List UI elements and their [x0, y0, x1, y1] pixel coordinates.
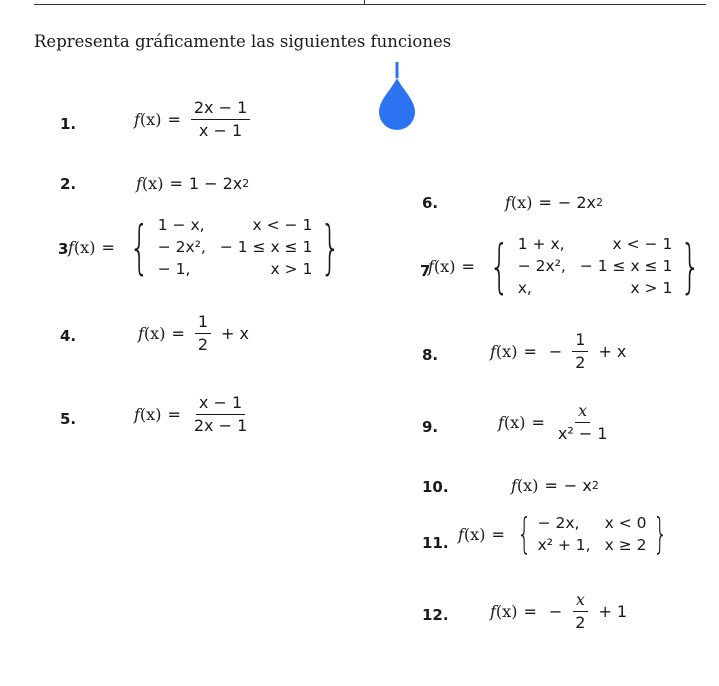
math-token: + x [598, 342, 627, 361]
math-token: f [511, 476, 517, 495]
math-token [191, 394, 250, 435]
math-token: f [490, 342, 496, 361]
math-token [458, 525, 485, 544]
math-token [505, 193, 532, 212]
problem-12-number: 12. [422, 606, 449, 624]
problem-5-equation [134, 394, 254, 435]
math-token: 1 − x, [157, 216, 205, 234]
math-token: (x) [503, 413, 526, 432]
problem-7-equation [428, 233, 709, 299]
problem-5-number: 5. [60, 410, 77, 428]
math-token: x, [517, 279, 532, 297]
problem-1-fraction [191, 99, 250, 140]
math-token: (x) [463, 524, 486, 544]
drop-pin-stem [396, 62, 399, 78]
math-token: x − 1 [196, 394, 245, 415]
math-token [428, 257, 455, 276]
math-token: (x) [433, 256, 456, 276]
top-border-tick [364, 0, 365, 4]
math-token: = [167, 405, 181, 424]
page-heading: Representa gráficamente las siguientes funciones [34, 32, 452, 51]
math-token: f [138, 324, 144, 343]
math-token: f [428, 256, 434, 276]
math-token [572, 331, 588, 372]
math-token: = [491, 524, 505, 544]
math-token: f [134, 405, 140, 424]
math-token: x ≥ 2 [604, 536, 647, 554]
math-token: + x [221, 324, 249, 343]
math-token: − 1, [157, 260, 191, 278]
math-token: − [548, 602, 563, 621]
math-token: x − 1 [198, 121, 243, 140]
math-token: = [169, 174, 183, 193]
math-token: − 1 ≤ x ≤ 1 [579, 257, 673, 275]
math-token: (x) [143, 324, 166, 343]
problem-1-equation [134, 99, 254, 140]
math-token: (x) [139, 405, 162, 424]
math-token: 2 [197, 335, 209, 354]
math-token: = [171, 324, 185, 343]
problem-11-number: 11. [422, 534, 449, 552]
math-token: − x [563, 476, 592, 495]
math-token: = [544, 476, 558, 495]
math-token: = [167, 110, 181, 129]
math-token: = [523, 342, 537, 361]
problem-4-number: 4. [60, 327, 77, 345]
math-token: (x) [73, 237, 96, 257]
math-token: x < 0 [604, 514, 647, 532]
problem-11-cases [538, 512, 647, 556]
math-token: f [498, 413, 504, 432]
math-token: f [458, 524, 464, 544]
math-token [138, 324, 165, 343]
problem-9-equation [498, 402, 614, 443]
problem-1-lhs [134, 110, 161, 129]
math-token: − 1 ≤ x ≤ 1 [219, 238, 313, 256]
math-token: x < − 1 [612, 235, 673, 253]
problem-3-equation [68, 214, 349, 280]
math-token: 2 [575, 353, 586, 372]
math-token: (x) [139, 110, 162, 129]
math-token: x² + 1, [537, 536, 591, 554]
math-token: f [134, 110, 140, 129]
problem-1-number: 1. [60, 115, 77, 133]
math-token: 2x − 1 [193, 416, 248, 435]
math-token: (x) [516, 476, 539, 495]
problem-12-equation [490, 591, 633, 632]
problem-3-number: 3 [58, 240, 69, 258]
math-token: = [101, 237, 115, 257]
drop-pin-icon[interactable] [373, 62, 421, 136]
math-token: = [538, 193, 552, 212]
math-token [490, 602, 517, 621]
problem-11-equation [458, 509, 673, 558]
math-token: x² − 1 [557, 424, 608, 443]
problem-7-cases [518, 233, 673, 299]
math-token: x > 1 [630, 279, 673, 297]
math-token: } [652, 509, 668, 558]
math-token [195, 313, 211, 354]
drop-pin-body [379, 78, 415, 130]
math-token: (x) [495, 602, 518, 621]
math-token [498, 413, 525, 432]
math-token: − 2x², [157, 238, 206, 256]
math-token [68, 238, 95, 257]
math-token: 1 [195, 313, 211, 334]
math-token: (x) [510, 193, 533, 212]
math-token: = [461, 256, 475, 276]
math-token: { [489, 232, 510, 300]
math-token: x > 1 [270, 260, 313, 278]
problem-10-number: 10. [422, 478, 449, 496]
problem-9-number: 9. [422, 418, 439, 436]
math-token: 1 + x, [517, 235, 565, 253]
math-token [555, 402, 611, 443]
problem-4-equation [138, 313, 255, 354]
math-token: − [548, 342, 563, 361]
math-token [511, 476, 538, 495]
math-token: − 2x, [537, 514, 580, 532]
math-token: 1 [572, 331, 588, 352]
math-token [572, 591, 588, 632]
math-token: 1 − 2x [188, 174, 243, 193]
problem-6-equation: f(x) = − 2x 2 [505, 193, 603, 212]
math-token: x < − 1 [252, 216, 313, 234]
problem-7-number: 7 [420, 262, 431, 280]
math-token: { [516, 509, 532, 558]
problem-2-equation: f(x) = 1 − 2x 2 [136, 174, 250, 193]
math-token: = [523, 602, 537, 621]
math-token: = [531, 413, 545, 432]
math-token [490, 342, 517, 361]
math-token: { [129, 213, 150, 281]
math-token: } [680, 232, 701, 300]
math-token: f [505, 193, 511, 212]
math-token: f [490, 602, 496, 621]
math-token: (x) [141, 174, 164, 193]
math-token: (x) [495, 342, 518, 361]
math-token: x [573, 591, 588, 612]
math-token [134, 405, 161, 424]
math-token: } [320, 213, 341, 281]
math-token: x [575, 402, 590, 423]
problem-2-number: 2. [60, 175, 77, 193]
math-token: f [136, 174, 142, 193]
math-token: f [68, 237, 74, 257]
top-border [34, 0, 706, 5]
math-token [136, 174, 163, 193]
math-token: − 2x², [517, 257, 566, 275]
problem-8-equation [490, 331, 632, 372]
math-token: + 1 [598, 602, 628, 621]
math-token: 2 [575, 613, 586, 632]
problem-8-number: 8. [422, 346, 439, 364]
problem-10-equation: f(x) = − x 2 [511, 476, 599, 495]
math-token: − 2x [557, 193, 596, 212]
math-token: 2x − 1 [191, 99, 250, 120]
problem-3-cases [158, 214, 313, 280]
problem-6-number: 6. [422, 194, 439, 212]
